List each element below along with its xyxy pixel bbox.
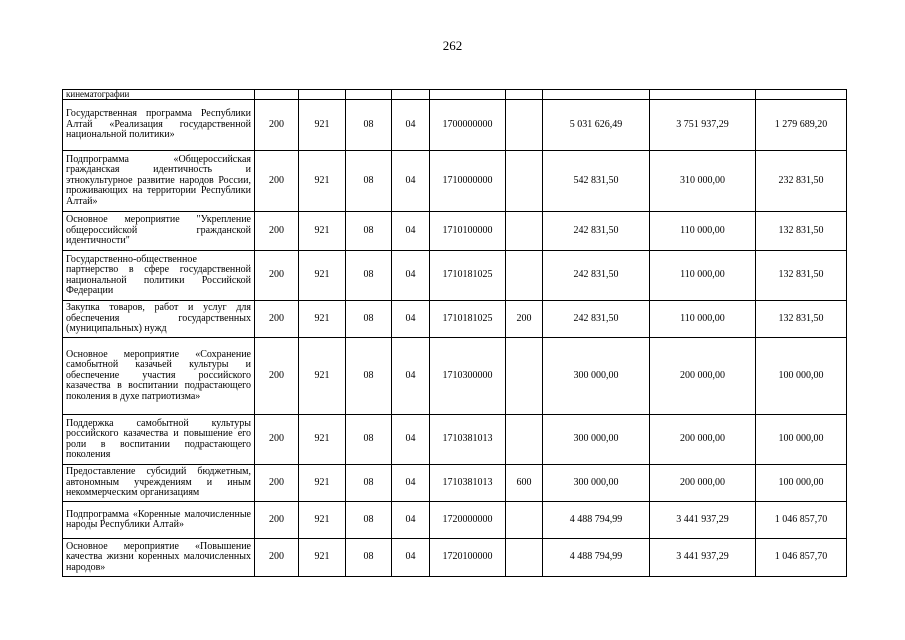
col-admin: 200	[255, 251, 299, 301]
col-subsection: 04	[392, 301, 430, 338]
col-sum-2: 310 000,00	[650, 151, 756, 212]
row-name: Поддержка самобытной культуры российского казачества и повышение его роли в воспитании подрастающего поколения	[63, 415, 255, 465]
col-sum-2: 200 000,00	[650, 465, 756, 502]
col-sum-1: 542 831,50	[543, 151, 650, 212]
col-subsection: 04	[392, 338, 430, 415]
col-ministry: 921	[299, 502, 346, 539]
col-subsection: 04	[392, 465, 430, 502]
col-sum-2	[650, 90, 756, 100]
col-sum-3: 1 046 857,70	[756, 502, 847, 539]
col-admin: 200	[255, 100, 299, 151]
col-target-code: 1710381013	[430, 415, 506, 465]
col-sum-1	[543, 90, 650, 100]
col-target-code: 1710000000	[430, 151, 506, 212]
table-row	[63, 415, 847, 465]
col-expense-type	[506, 539, 543, 577]
col-section: 08	[346, 100, 392, 151]
col-section: 08	[346, 502, 392, 539]
col-admin: 200	[255, 465, 299, 502]
row-name: Государственно-общественное партнерство в сфере государственной национальной политики Российской Федерации	[63, 251, 255, 301]
col-subsection: 04	[392, 539, 430, 577]
col-target-code: 1710181025	[430, 251, 506, 301]
row-name: Основное мероприятие «Сохранение самобытной казачьей культуры и обеспечение участия российского казачества в воспитании подрастающего поколения в духе патриотизма»	[63, 338, 255, 415]
col-ministry: 921	[299, 415, 346, 465]
col-section: 08	[346, 539, 392, 577]
col-expense-type: 600	[506, 465, 543, 502]
col-sum-2: 110 000,00	[650, 251, 756, 301]
col-admin: 200	[255, 502, 299, 539]
row-name: Подпрограмма «Общероссийская гражданская идентичность и этнокультурное развитие народов России, проживающих на территории Республики Алтай»	[63, 151, 255, 212]
col-ministry	[299, 90, 346, 100]
table-row	[63, 151, 847, 212]
table-row	[63, 251, 847, 301]
col-target-code: 1710300000	[430, 338, 506, 415]
col-section: 08	[346, 415, 392, 465]
col-section	[346, 90, 392, 100]
col-section: 08	[346, 251, 392, 301]
col-sum-1: 242 831,50	[543, 251, 650, 301]
col-admin	[255, 90, 299, 100]
col-target-code: 1720000000	[430, 502, 506, 539]
col-sum-1: 300 000,00	[543, 415, 650, 465]
col-expense-type	[506, 251, 543, 301]
col-section: 08	[346, 212, 392, 251]
col-ministry: 921	[299, 151, 346, 212]
col-ministry: 921	[299, 212, 346, 251]
col-expense-type	[506, 100, 543, 151]
col-admin: 200	[255, 415, 299, 465]
col-section: 08	[346, 338, 392, 415]
col-ministry: 921	[299, 338, 346, 415]
table-row	[63, 502, 847, 539]
col-sum-3	[756, 90, 847, 100]
col-admin: 200	[255, 151, 299, 212]
col-sum-1: 4 488 794,99	[543, 502, 650, 539]
col-target-code: 1710100000	[430, 212, 506, 251]
col-sum-2: 3 751 937,29	[650, 100, 756, 151]
col-sum-3: 132 831,50	[756, 212, 847, 251]
col-subsection: 04	[392, 502, 430, 539]
col-expense-type	[506, 151, 543, 212]
col-sum-1: 4 488 794,99	[543, 539, 650, 577]
col-ministry: 921	[299, 301, 346, 338]
col-expense-type: 200	[506, 301, 543, 338]
col-sum-2: 110 000,00	[650, 212, 756, 251]
col-sum-3: 132 831,50	[756, 301, 847, 338]
page-number: 262	[442, 38, 463, 53]
col-sum-1: 242 831,50	[543, 212, 650, 251]
col-expense-type	[506, 90, 543, 100]
col-sum-3: 1 279 689,20	[756, 100, 847, 151]
col-sum-2: 110 000,00	[650, 301, 756, 338]
col-subsection: 04	[392, 415, 430, 465]
col-sum-3: 1 046 857,70	[756, 539, 847, 577]
row-name: Подпрограмма «Коренные малочисленные народы Республики Алтай»	[63, 502, 255, 539]
table-row	[63, 301, 847, 338]
col-sum-1: 5 031 626,49	[543, 100, 650, 151]
col-sum-3: 100 000,00	[756, 415, 847, 465]
col-section: 08	[346, 301, 392, 338]
col-subsection: 04	[392, 100, 430, 151]
table-row	[63, 465, 847, 502]
col-ministry: 921	[299, 539, 346, 577]
col-sum-3: 100 000,00	[756, 338, 847, 415]
budget-table	[62, 89, 847, 577]
col-admin: 200	[255, 301, 299, 338]
col-target-code: 1700000000	[430, 100, 506, 151]
col-sum-2: 200 000,00	[650, 338, 756, 415]
col-sum-1: 300 000,00	[543, 465, 650, 502]
col-expense-type	[506, 338, 543, 415]
col-expense-type	[506, 502, 543, 539]
col-subsection	[392, 90, 430, 100]
col-section: 08	[346, 465, 392, 502]
row-name: Государственная программа Республики Алтай «Реализация государственной национальной политики»	[63, 100, 255, 151]
table-row	[63, 100, 847, 151]
col-sum-3: 132 831,50	[756, 251, 847, 301]
col-expense-type	[506, 415, 543, 465]
col-sum-1: 242 831,50	[543, 301, 650, 338]
col-subsection: 04	[392, 151, 430, 212]
col-section: 08	[346, 151, 392, 212]
col-target-code	[430, 90, 506, 100]
table-row	[63, 212, 847, 251]
col-ministry: 921	[299, 251, 346, 301]
row-name: Основное мероприятие «Повышение качества жизни коренных малочисленных народов»	[63, 539, 255, 577]
table-row	[63, 539, 847, 577]
col-subsection: 04	[392, 212, 430, 251]
row-name: кинематографии	[63, 90, 255, 100]
row-name: Закупка товаров, работ и услуг для обеспечения государственных (муниципальных) нужд	[63, 301, 255, 338]
col-admin: 200	[255, 338, 299, 415]
col-admin: 200	[255, 539, 299, 577]
col-sum-2: 200 000,00	[650, 415, 756, 465]
col-sum-2: 3 441 937,29	[650, 502, 756, 539]
col-target-code: 1710181025	[430, 301, 506, 338]
col-ministry: 921	[299, 465, 346, 502]
col-subsection: 04	[392, 251, 430, 301]
col-expense-type	[506, 212, 543, 251]
col-target-code: 1720100000	[430, 539, 506, 577]
row-name: Предоставление субсидий бюджетным, автономным учреждениям и иным некоммерческим организациям	[63, 465, 255, 502]
col-sum-1: 300 000,00	[543, 338, 650, 415]
col-sum-3: 100 000,00	[756, 465, 847, 502]
col-sum-2: 3 441 937,29	[650, 539, 756, 577]
table-row	[63, 90, 847, 100]
table-body	[63, 90, 847, 577]
row-name: Основное мероприятие "Укрепление общероссийской гражданской идентичности"	[63, 212, 255, 251]
col-admin: 200	[255, 212, 299, 251]
col-ministry: 921	[299, 100, 346, 151]
table-row	[63, 338, 847, 415]
col-target-code: 1710381013	[430, 465, 506, 502]
col-sum-3: 232 831,50	[756, 151, 847, 212]
